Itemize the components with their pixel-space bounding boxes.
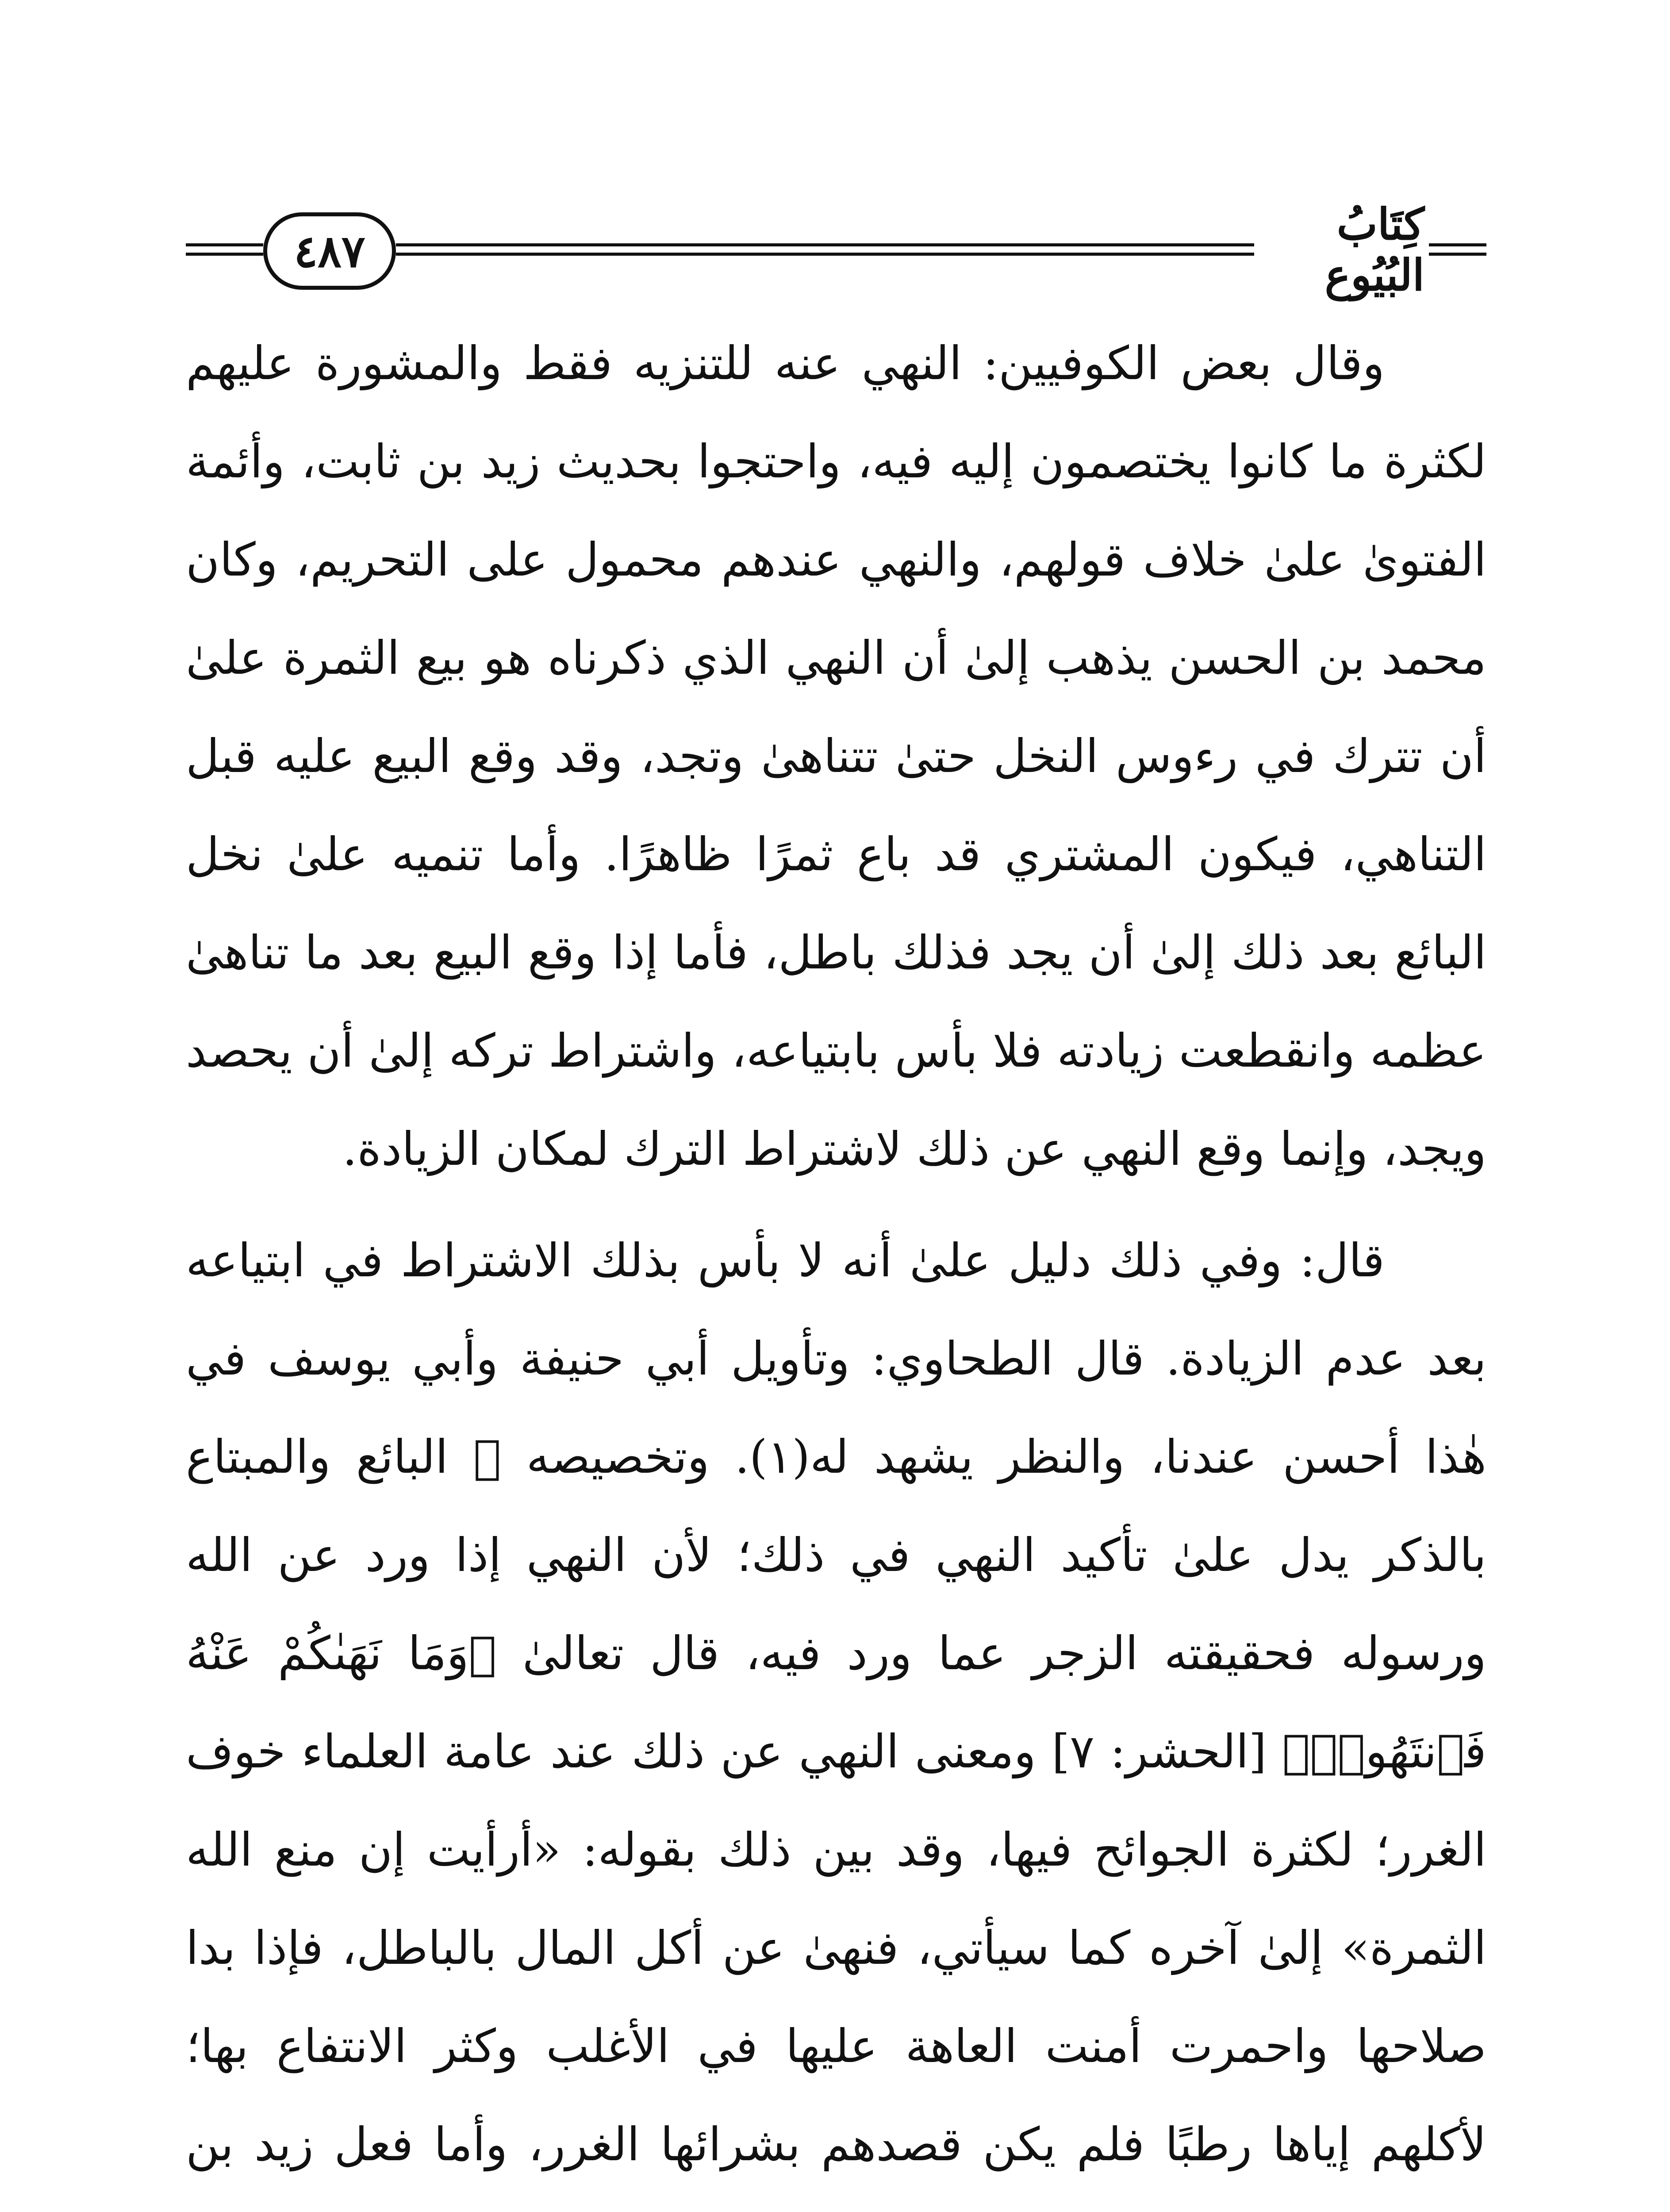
page-number: ٤٨٧ — [294, 225, 365, 277]
header-rule-left — [186, 243, 263, 256]
paragraph-1: وقال بعض الكوفيين: النهي عنه للتنزيه فقط والمشورة عليهم لكثرة ما كانوا يختصمون إليه فيه، واحتجوا بحديث زيد بن ثابت، وأئمة الفتوىٰ علىٰ خلاف قولهم، والنهي عندهم محمول على التحريم، وكان محمد بن الحسن يذهب إلىٰ أن النهي الذي ذكرناه هو بيع الثمرة علىٰ أن تترك في رءوس النخل حتىٰ تتناهىٰ وتجد، وقد وقع البيع عليه قبل التناهي، فيكون المشتري قد باع ثمرًا ظاهرًا. وأما تنميه علىٰ نخل البائع بعد ذلك إلىٰ أن يجد فذلك باطل، فأما إذا وقع البيع بعد ما تناهىٰ عظمه وانقطعت زيادته فلا بأس بابتياعه، واشتراط تركه إلىٰ أن يحصد ويجد، وإنما وقع النهي عن ذلك لاشتراط الترك لمكان الزيادة. — [186, 336, 1486, 1176]
header-rule-middle — [396, 243, 1254, 256]
main-text — [186, 314, 1486, 2212]
paragraph-2: قال: وفي ذلك دليل علىٰ أنه لا بأس بذلك الاشتراط في ابتياعه بعد عدم الزيادة. قال الطحاوي: وتأويل أبي حنيفة وأبي يوسف في هٰذا أحسن عندنا، والنظر يشهد له(١). وتخصيصه ﷺ البائع والمبتاع بالذكر يدل علىٰ تأكيد النهي في ذلك؛ لأن النهي إذا ورد عن الله ورسوله فحقيقته الزجر عما ورد فيه، قال تعالىٰ ﴿وَمَا نَهَىٰكُمْ عَنْهُ فَٱنتَهُوا۟﴾ [الحشر: ٧] ومعنى النهي عن ذلك عند عامة العلماء خوف الغرر؛ لكثرة الجوائح فيها، وقد بين ذلك بقوله: «أرأيت إن منع الله الثمرة» إلىٰ آخره كما سيأتي، فنهىٰ عن أكل المال بالباطل، فإذا بدا صلاحها واحمرت أمنت العاهة عليها في الأغلب وكثر الانتفاع بها؛ لأكلهم إياها رطبًا فلم يكن قصدهم بشرائها الغرر، وأما فعل زيد بن — [186, 1233, 1487, 2171]
page-number-badge — [263, 212, 396, 290]
page-header — [186, 199, 1486, 301]
running-head: كِتَابُ البُيُوع — [1324, 199, 1424, 301]
header-rule-right — [1429, 243, 1486, 256]
